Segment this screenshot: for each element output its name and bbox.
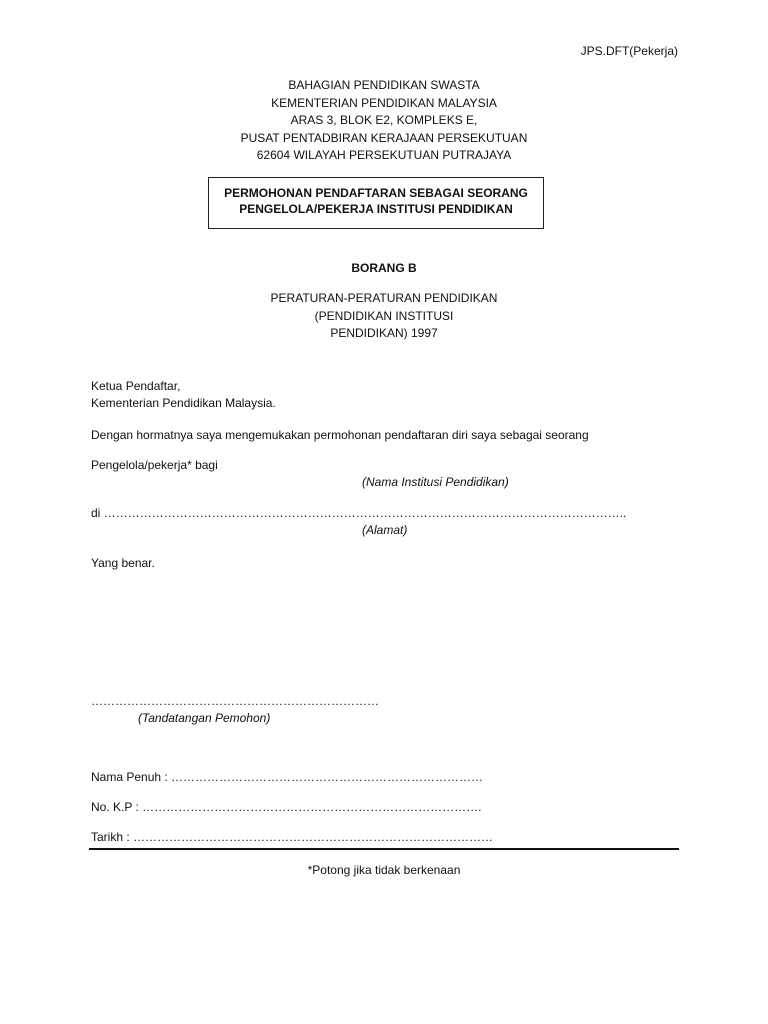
- institution-name-hint: (Nama Institusi Pendidikan): [362, 475, 509, 489]
- footer-divider: [89, 848, 679, 850]
- agency-address-block: [0, 77, 768, 165]
- form-title-line-1: PERMOHONAN PENDAFTARAN SEBAGAI SEORANG: [224, 186, 528, 200]
- closing-salutation: Yang benar.: [91, 556, 155, 570]
- form-title-box: [208, 177, 544, 229]
- form-name: BORANG B: [351, 261, 417, 275]
- signature-hint: (Tandatangan Pemohon): [138, 711, 271, 725]
- form-reference-code: JPS.DFT(Pekerja): [580, 44, 678, 58]
- address-hint: (Alamat): [362, 523, 408, 537]
- agency-division: BAHAGIAN PENDIDIKAN SWASTA: [288, 78, 480, 92]
- addressee-block: [91, 378, 276, 412]
- ic-number-field: No. K.P : ………………………………………………………………………….: [91, 800, 482, 814]
- form-title-line-2: PENGELOLA/PEKERJA INSTITUSI PENDIDIKAN: [239, 201, 513, 216]
- regulation-line-1: PERATURAN-PERATURAN PENDIDIKAN: [270, 291, 498, 305]
- address-field: di …………………………………………………………………………………………………………………..: [91, 506, 627, 520]
- role-line: Pengelola/pekerja* bagi: [91, 458, 218, 472]
- footnote: *Potong jika tidak berkenaan: [307, 863, 461, 877]
- addressee-title: Ketua Pendaftar,: [91, 379, 181, 393]
- regulation-line-2: (PENDIDIKAN INSTITUSI: [314, 308, 454, 323]
- full-name-field: Nama Penuh : ……………………………………………………………………: [91, 770, 484, 784]
- signature-line: ………………………………………………………………: [91, 694, 379, 708]
- agency-ministry: KEMENTERIAN PENDIDIKAN MALAYSIA: [271, 95, 497, 110]
- agency-postcode-city: 62604 WILAYAH PERSEKUTUAN PUTRAJAYA: [256, 148, 512, 162]
- addressee-organisation: Kementerian Pendidikan Malaysia.: [91, 396, 276, 410]
- agency-centre: PUSAT PENTADBIRAN KERAJAAN PERSEKUTUAN: [240, 130, 528, 145]
- regulation-line-3: PENDIDIKAN) 1997: [330, 326, 438, 340]
- regulation-reference: [0, 290, 768, 343]
- application-paragraph: Dengan hormatnya saya mengemukakan permohonan pendaftaran diri saya sebagai seorang: [91, 428, 589, 442]
- agency-floor-block: ARAS 3, BLOK E2, KOMPLEKS E,: [290, 113, 478, 127]
- date-field: Tarikh : ………………………………………………………………………………: [91, 830, 494, 844]
